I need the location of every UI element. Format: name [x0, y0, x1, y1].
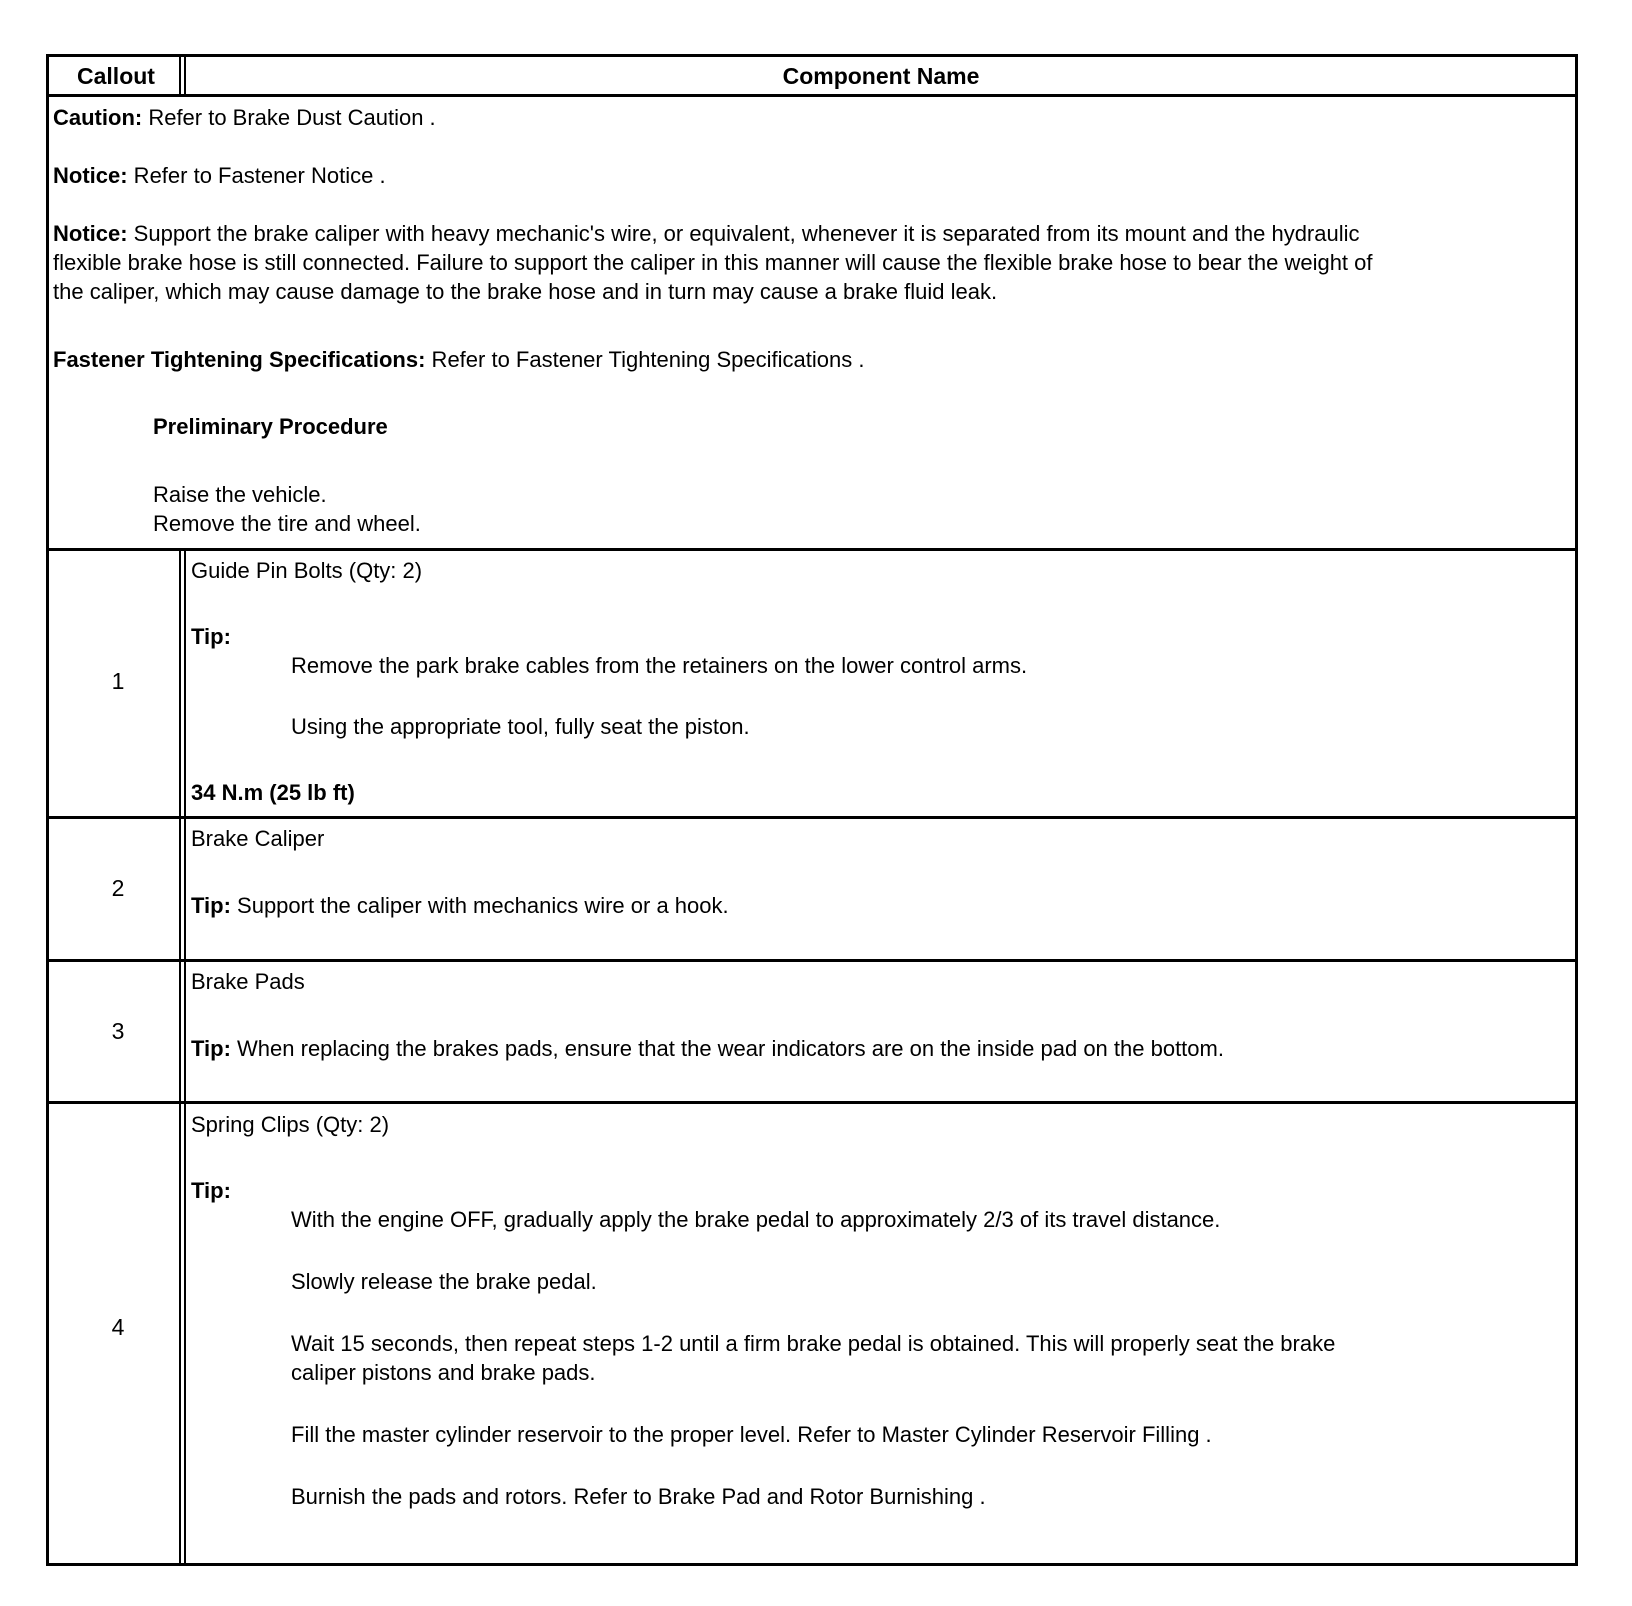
callout-number: 1 [111, 668, 125, 694]
tip-line [191, 891, 729, 920]
tip-label: Tip: [191, 1178, 231, 1203]
notice-support-line-2: flexible brake hose is still connected. Failure to support the caliper in this manner will cause the flexible brake hose to bear the weight of [53, 250, 1373, 275]
tip-step: Wait 15 seconds, then repeat steps 1-2 until a firm brake pedal is obtained. This will properly seat the brake [291, 1331, 1336, 1356]
tip-line [191, 1034, 1224, 1063]
tip-label: Tip: [191, 1036, 231, 1061]
fastener-spec-text: Refer to Fastener Tightening Specifications . [425, 347, 865, 372]
tip-text: Support the caliper with mechanics wire or a hook. [230, 893, 729, 918]
preliminary-step: Raise the vehicle. [153, 482, 327, 507]
preliminary-title: Preliminary Procedure [153, 414, 388, 439]
notice-text: Refer to Fastener Notice . [127, 163, 386, 188]
row-rule [49, 959, 1575, 962]
header-divider [179, 57, 181, 95]
notice-label: Notice: [53, 163, 128, 188]
intro-rule [49, 548, 1575, 551]
notice-support-label: Notice: [53, 221, 128, 246]
tip-step: Using the appropriate tool, fully seat the piston. [291, 714, 750, 739]
caution-text: Refer to Brake Dust Caution . [142, 105, 436, 130]
caution-line [53, 103, 436, 132]
tip-text: When replacing the brakes pads, ensure that the wear indicators are on the inside pad on the bottom. [230, 1036, 1224, 1061]
header-callout: Callout [77, 63, 155, 89]
tip-step: Remove the park brake cables from the retainers on the lower control arms. [291, 653, 1028, 678]
column-divider-2 [184, 549, 186, 1563]
preliminary-step: Remove the tire and wheel. [153, 511, 421, 536]
tip-label: Tip: [191, 893, 231, 918]
caution-label: Caution: [53, 105, 143, 130]
tip-step: With the engine OFF, gradually apply the brake pedal to approximately 2/3 of its travel distance. [291, 1207, 1221, 1232]
tip-step: Fill the master cylinder reservoir to the proper level. Refer to Master Cylinder Reservoir Filling . [291, 1422, 1212, 1447]
notice-fastener-line [53, 161, 386, 190]
header-rule [49, 94, 1575, 97]
column-divider [179, 549, 181, 1563]
torque-spec: 34 N.m (25 lb ft) [191, 780, 355, 805]
tip-step: caliper pistons and brake pads. [291, 1360, 596, 1385]
notice-support-line-3: the caliper, which may cause damage to the brake hose and in turn may cause a brake fluid leak. [53, 279, 998, 304]
fastener-spec-label: Fastener Tightening Specifications: [53, 347, 426, 372]
callout-number: 2 [111, 875, 125, 901]
procedure-table [46, 54, 1578, 1566]
tip-label: Tip: [191, 624, 231, 649]
component-name: Brake Caliper [191, 826, 325, 851]
tip-step: Burnish the pads and rotors. Refer to Brake Pad and Rotor Burnishing . [291, 1484, 986, 1509]
component-name: Brake Pads [191, 969, 305, 994]
tip-step: Slowly release the brake pedal. [291, 1269, 597, 1294]
notice-support-line-1 [53, 219, 1360, 248]
header-divider-2 [184, 57, 186, 95]
header-component-name: Component Name [782, 63, 980, 89]
component-name: Guide Pin Bolts (Qty: 2) [191, 558, 423, 583]
fastener-spec-line [53, 345, 864, 374]
component-name: Spring Clips (Qty: 2) [191, 1112, 390, 1137]
row-rule [49, 816, 1575, 819]
row-rule [49, 1101, 1575, 1104]
notice-support-text-1: Support the brake caliper with heavy mechanic's wire, or equivalent, whenever it is separated from its mount and the hydraulic [127, 221, 1360, 246]
callout-number: 4 [111, 1314, 125, 1340]
callout-number: 3 [111, 1018, 125, 1044]
